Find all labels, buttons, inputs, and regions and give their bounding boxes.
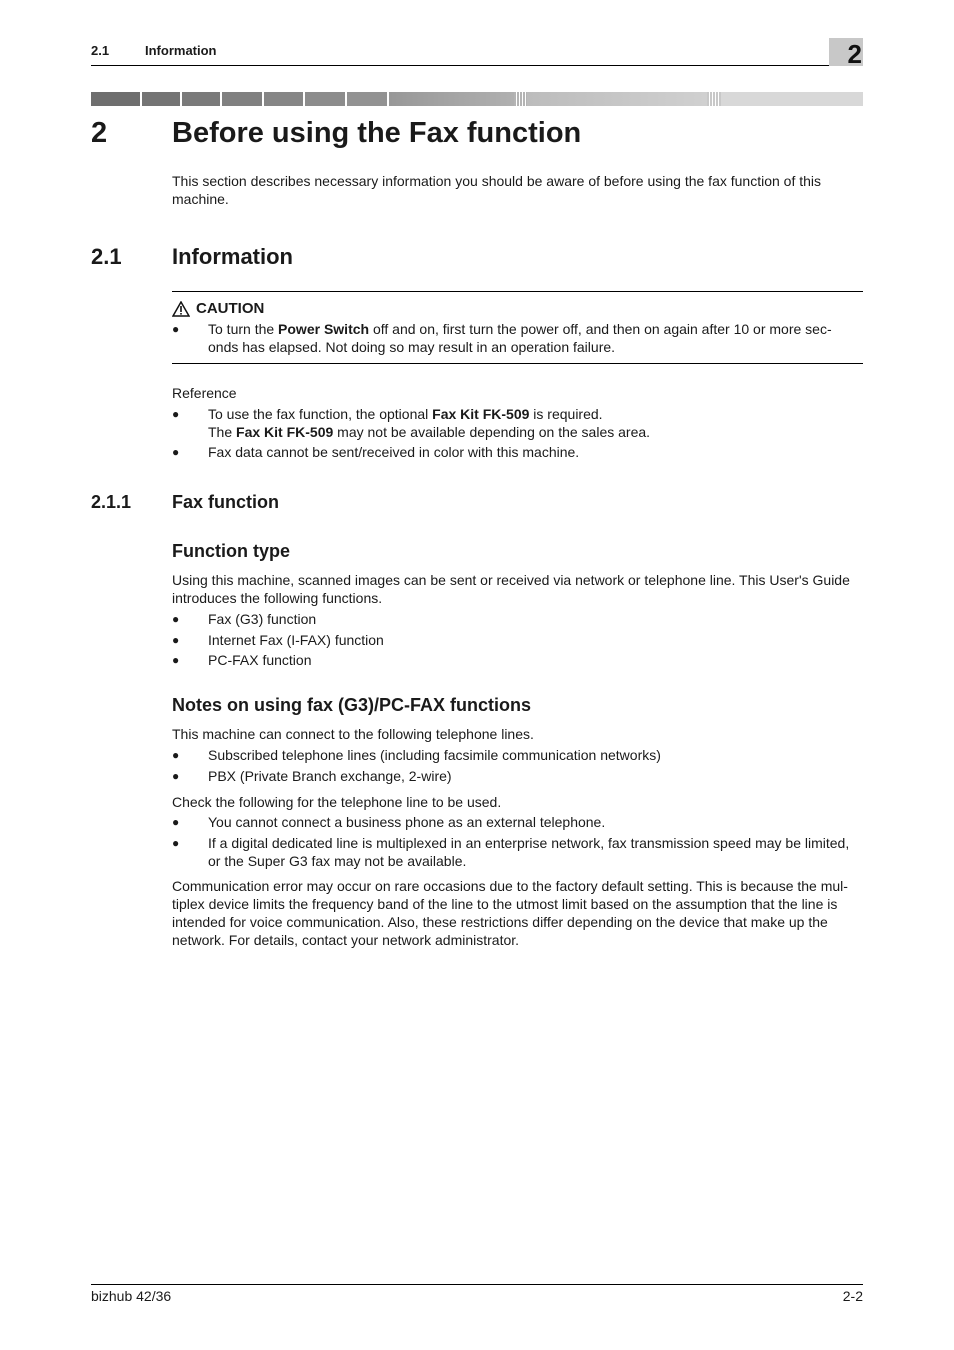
footer-page-number: 2-2 [842,1288,863,1304]
list-item: PBX (Private Branch exchange, 2-wire) [208,768,452,784]
header-section-number: 2.1 [91,43,110,58]
chapter-title: Before using the Fax function [172,117,582,149]
bullet-dot-icon: ● [172,322,180,336]
list-item: Internet Fax (I-FAX) function [208,632,384,648]
bullet-dot-icon: ● [172,445,180,459]
bullet-dot-icon: ● [172,836,180,850]
subsection-number: 2.1.1 [91,492,132,512]
warning-triangle-icon [172,301,190,317]
list-item: PC-FAX function [208,652,312,668]
caution-label: CAUTION [196,300,265,317]
bullet-dot-icon: ● [172,407,180,421]
bullet-dot-icon: ● [172,633,180,647]
list-item: Subscribed telephone lines (including facsimile communication networks) [208,747,661,763]
caution-heading [172,300,264,317]
bullet-dot-icon: ● [172,748,180,762]
bullet-dot-icon: ● [172,815,180,829]
bullet-dot-icon: ● [172,612,180,626]
subsection-title: Fax function [172,492,279,512]
reference-item-2: Fax data cannot be sent/received in color with this machine. [208,444,580,460]
footer-product: bizhub 42/36 [91,1288,172,1304]
chapter-stripe [91,92,863,106]
bullet-dot-icon: ● [172,769,180,783]
section-number: 2.1 [91,244,122,269]
caution-bottom-rule [172,363,863,364]
section-title: Information [172,244,293,269]
header-rule [91,65,863,66]
function-type-title: Function type [172,541,290,561]
list-item: Fax (G3) function [208,611,317,627]
footer-rule [91,1284,863,1285]
check-intro: Check the following for the telephone line to be used. [172,794,502,810]
list-item: You cannot connect a business phone as an external telephone. [208,814,606,830]
caution-text: To turn the Power Switch off and on, first turn the power off, and then on again after 10 or more sec- onds has elapsed. Not doing so may result in an operation failure. [208,321,832,355]
header-section-title: Information [145,43,217,58]
reference-item-1: To use the fax function, the optional Fax Kit FK-509 is required. The Fax Kit FK-509 may not be available depending on the sales area. [208,406,651,440]
notes-title: Notes on using fax (G3)/PC-FAX functions [172,695,532,715]
chapter-badge: 2 [829,38,863,66]
chapter-number: 2 [91,117,108,149]
reference-label: Reference [172,385,237,401]
caution-top-rule [172,291,863,292]
notes-intro: This machine can connect to the following telephone lines. [172,726,534,742]
notes-paragraph: Communication error may occur on rare occasions due to the factory default setting. This is because the mul- tiplex device limits the frequency band of the line to the utmost limit based on the assumption that the line is intended for voice communication. Also, these restrictions differ depending on the device that make up the network. For details, contact your network administrator. [172,878,848,948]
chapter-intro: This section describes necessary information you should be aware of before using the fax function of this machine. [172,173,822,207]
list-item: If a digital dedicated line is multiplexed in an enterprise network, fax transmission speed may be limited, or the Super G3 fax may not be available. [208,835,850,869]
bullet-dot-icon: ● [172,653,180,667]
function-type-intro: Using this machine, scanned images can be sent or received via network or telephone line. This User's Guide introduces the following functions. [172,572,850,606]
